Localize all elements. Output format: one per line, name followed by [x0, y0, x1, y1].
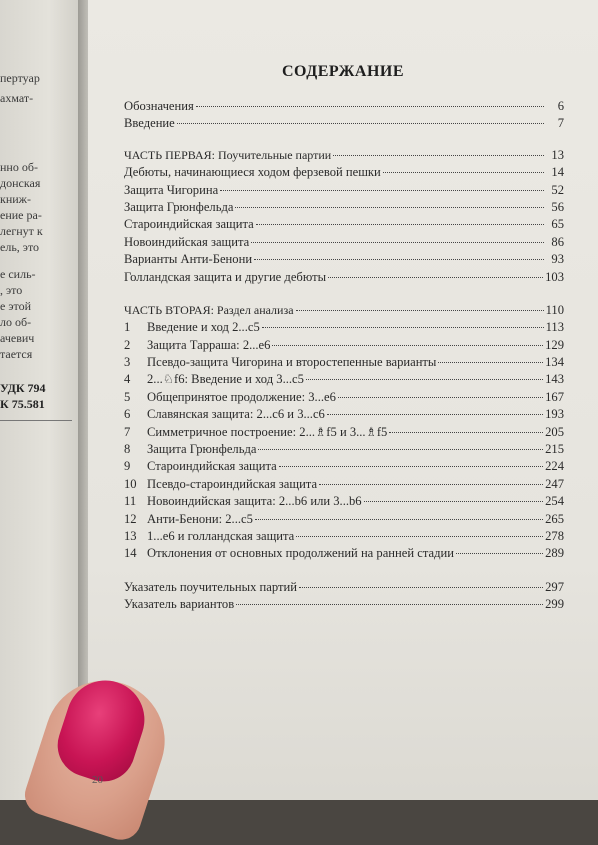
chapter-number: 12: [124, 511, 137, 526]
chapter-number: 2: [124, 337, 131, 352]
page-number: 265: [545, 511, 564, 526]
entry-title: Староиндийская защита: [124, 217, 254, 232]
left-page-text-fragment: донская: [0, 176, 41, 190]
dot-leader: [177, 123, 544, 124]
page-number: 297: [545, 579, 564, 594]
entry-title: Голландская защита и другие дебюты: [124, 269, 327, 284]
toc-entry: [124, 337, 564, 354]
entry-title: Отклонения от основных продолжений на ранней стадии: [147, 546, 454, 561]
chapter-number: 8: [124, 442, 131, 457]
page-number: 56: [551, 199, 564, 214]
toc-entry: [124, 354, 564, 371]
page-number: 7: [557, 116, 564, 131]
dot-leader: [258, 449, 543, 450]
chapter-number: 10: [124, 476, 137, 491]
page-number: 129: [545, 337, 564, 352]
left-page-text-fragment: пертуар: [0, 71, 40, 85]
toc-entry: [124, 476, 564, 493]
left-page-text-fragment: ение ра-: [0, 208, 42, 222]
toc-entry: [124, 441, 564, 458]
toc-entry: [124, 115, 564, 132]
front-matter-list: [124, 98, 564, 133]
left-page-text-fragment: , это: [0, 283, 23, 297]
page-number: 86: [551, 234, 564, 249]
part-heading-text: ЧАСТЬ ПЕРВАЯ: Поучительные партии: [124, 147, 332, 162]
chapter-number: 7: [124, 424, 131, 439]
left-page-rule: [0, 420, 72, 421]
page-number: 103: [545, 269, 564, 284]
contents-page: [88, 0, 598, 800]
part-heading-text: ЧАСТЬ ВТОРАЯ: Раздел анализа: [124, 302, 294, 317]
toc-entry: [124, 579, 564, 596]
page-number: 299: [545, 597, 564, 612]
part-heading-page: 110: [545, 302, 564, 317]
entry-title: Славянская защита: 2...c6 и 3...c6: [147, 407, 325, 422]
toc-entry: [124, 493, 564, 510]
entry-title: Варианты Анти-Бенони: [124, 252, 253, 267]
page-number: 113: [545, 320, 564, 335]
page-number: 193: [545, 407, 564, 422]
dot-leader: [296, 536, 543, 537]
dot-leader: [235, 207, 544, 208]
dot-leader: [196, 106, 544, 107]
page-number: 224: [545, 459, 564, 474]
entry-title: Староиндийская защита: [147, 459, 277, 474]
left-page-text-fragment: ахмат-: [0, 91, 34, 105]
toc-entry: [124, 545, 564, 562]
left-page-text-fragment: легнут к: [0, 224, 43, 238]
left-page-text-fragment: нно об-: [0, 160, 38, 174]
dot-leader: [256, 224, 544, 225]
left-page-text-fragment: книж-: [0, 192, 31, 206]
entry-title: Симметричное построение: 2...♗f5 и 3...♗f5: [147, 424, 388, 439]
dot-leader: [254, 259, 544, 260]
dot-leader: [306, 379, 543, 380]
chapter-number: 9: [124, 459, 131, 474]
entry-title: 1...e6 и голландская защита: [147, 528, 295, 543]
page-number: 52: [551, 182, 564, 197]
entry-title: Псевдо-защита Чигорина и второстепенные варианты: [147, 355, 437, 370]
left-page-text-fragment: ло об-: [0, 315, 32, 329]
page-number: 167: [545, 389, 564, 404]
entry-title: Защита Чигорина: [124, 182, 219, 197]
page-number: 205: [545, 424, 564, 439]
dot-leader: [328, 277, 543, 278]
left-page-text-fragment: К 75.581: [0, 397, 45, 411]
dot-leader: [456, 553, 543, 554]
dot-leader: [255, 519, 543, 520]
entry-title: Новоиндийская защита: [124, 234, 250, 249]
dot-leader: [389, 432, 543, 433]
entry-title: Псевдо-староиндийская защита: [147, 476, 318, 491]
toc-entry: [124, 98, 564, 115]
page-title: СОДЕРЖАНИЕ: [281, 63, 405, 80]
dot-leader: [327, 414, 543, 415]
dot-leader: [272, 345, 543, 346]
entry-title: Указатель поучительных партий: [124, 579, 297, 594]
page-number: 143: [545, 372, 564, 387]
toc-entry: [124, 319, 564, 336]
entry-title: Защита Грюнфельда: [124, 199, 234, 214]
entry-title: Введение и ход 2...c5: [147, 320, 260, 335]
part-heading-page: 13: [551, 147, 564, 162]
page-number: 14: [551, 165, 564, 180]
dot-leader: [438, 362, 543, 363]
part2-heading: [124, 302, 564, 319]
entry-title: Защита Грюнфельда: [147, 442, 257, 457]
dot-leader: [383, 172, 544, 173]
chapter-number: 3: [124, 355, 131, 370]
left-page-text-fragment: ель, это: [0, 240, 40, 254]
dot-leader: [299, 587, 543, 588]
dot-leader: [364, 501, 544, 502]
chapter-number: 14: [124, 546, 137, 561]
toc-entry: [124, 251, 564, 268]
page-number: 254: [545, 494, 564, 509]
left-page-text-fragment: ачевич: [0, 331, 35, 345]
toc-entry: [124, 528, 564, 545]
page-number: 65: [551, 217, 564, 232]
toc-entry: [124, 199, 564, 216]
dot-leader: [338, 397, 543, 398]
toc-entry: [124, 164, 564, 181]
index-list: [124, 579, 564, 614]
entry-title: Защита Тарраша: 2...e6: [147, 337, 271, 352]
toc-entry: [124, 371, 564, 388]
page-number: 134: [545, 355, 564, 370]
page-number: 215: [545, 442, 564, 457]
toc-entry: [124, 216, 564, 233]
left-page-text-fragment: УДК 794: [0, 381, 46, 395]
dot-leader: [251, 242, 544, 243]
part1-heading: [124, 147, 564, 164]
page-number: 289: [545, 546, 564, 561]
toc-entry: [124, 596, 564, 613]
toc-entry: [124, 511, 564, 528]
dot-leader: [296, 310, 544, 311]
chapter-number: 5: [124, 389, 131, 404]
entry-title: Общепринятое продолжение: 3...e6: [147, 389, 336, 404]
toc-entry: [124, 234, 564, 251]
toc-entry: [124, 269, 564, 286]
entry-title: Дебюты, начинающиеся ходом ферзевой пешки: [124, 165, 381, 180]
chapter-number: 6: [124, 407, 131, 422]
page-number: 6: [557, 99, 564, 113]
chapter-number: 11: [124, 494, 137, 509]
entry-title: Указатель вариантов: [124, 597, 235, 612]
entry-title: Введение: [124, 116, 175, 131]
dot-leader: [279, 466, 543, 467]
entry-title: Новоиндийская защита: 2...b6 или 3...b6: [147, 494, 362, 509]
entry-title: 2...♘f6: Введение и ход 3...c5: [147, 372, 304, 387]
dot-leader: [262, 327, 544, 328]
toc-entry: [124, 182, 564, 199]
part2-list: [124, 319, 564, 562]
toc-entry: [124, 389, 564, 406]
page-number: 93: [551, 252, 564, 267]
chapter-number: 1: [124, 320, 131, 335]
dot-leader: [333, 155, 544, 156]
entry-title: Обозначения: [124, 99, 194, 113]
page-number: 247: [545, 476, 564, 491]
toc-entry: [124, 458, 564, 475]
dot-leader: [236, 604, 543, 605]
chapter-number: 4: [124, 372, 131, 387]
left-page-edge: [0, 0, 82, 800]
page-number: 278: [545, 528, 564, 543]
left-page-text-fragment: е силь-: [0, 267, 36, 281]
left-page-text-fragment: тается: [0, 347, 33, 361]
table-of-contents: [124, 98, 564, 614]
dot-leader: [319, 484, 543, 485]
chapter-number: 13: [124, 528, 137, 543]
dot-leader: [220, 190, 544, 191]
toc-entry: [124, 424, 564, 441]
entry-title: Анти-Бенони: 2...c5: [147, 511, 253, 526]
corner-page-fragment: 20: [92, 774, 103, 786]
toc-entry: [124, 406, 564, 423]
part1-list: [124, 164, 564, 286]
left-page-text-fragment: е этой: [0, 299, 31, 313]
